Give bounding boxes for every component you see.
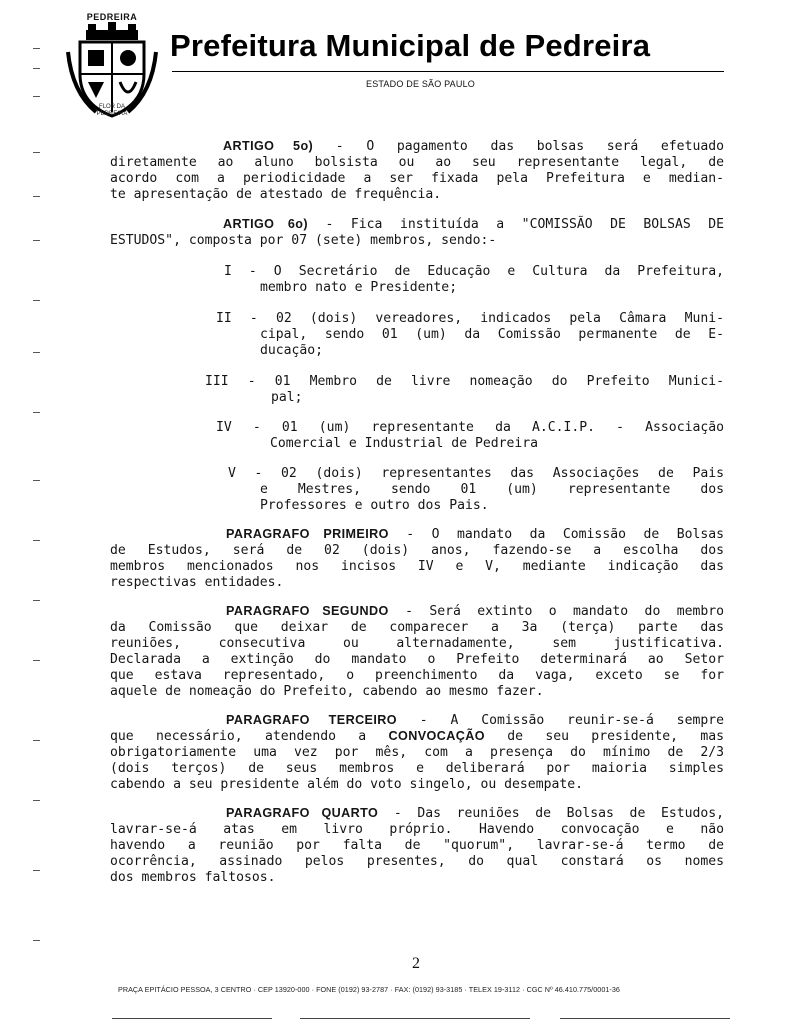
paragraph-2-line: Declarada a extinção do mandato o Prefeito determinará ao Setor (110, 652, 724, 667)
margin-mark (33, 96, 40, 97)
margin-mark (33, 68, 40, 69)
title-divider (172, 71, 724, 72)
inciso-v: Professores e outro dos Pais. (260, 498, 489, 513)
inciso-ii: cipal, sendo 01 (um) da Comissão permanente de E- (260, 327, 724, 342)
paragraph-3-line: cabendo a seu presidente além do voto singelo, ou desempate. (110, 777, 583, 792)
margin-mark (33, 412, 40, 413)
article-6-line: ARTIGO 6o) - Fica instituída a "COMISSÃO DE BOLSAS DE (223, 217, 724, 232)
margin-mark (33, 740, 40, 741)
page-title: Prefeitura Municipal de Pedreira (170, 28, 651, 63)
paragraph-1-line: de Estudos, será de 02 (dois) anos, fazendo-se a escolha dos (110, 543, 724, 558)
paragraph-2-line: que estava representado, o preenchimento da vaga, exceto se for (110, 668, 724, 683)
article-6-line: ESTUDOS", composta por 07 (sete) membros, sendo:- (110, 233, 497, 248)
inciso-ii: II - 02 (dois) vereadores, indicados pela Câmara Muni- (216, 311, 724, 326)
margin-mark (33, 240, 40, 241)
paragraph-4-line: PARAGRAFO QUARTO - Das reuniões de Bolsas de Estudos, (226, 806, 725, 821)
margin-mark (33, 352, 40, 353)
margin-mark (33, 196, 40, 197)
inciso-iv: Comercial e Industrial de Pedreira (270, 436, 539, 451)
inciso-iii: III - 01 Membro de livre nomeação do Prefeito Munici- (205, 374, 724, 389)
footer-address: PRAÇA EPITÁCIO PESSOA, 3 CENTRO · CEP 13920-000 · FONE (0192) 93-2787 · FAX: (0192) 93-3185 · TELEX 19-3112 · CGC Nº 46.410.775/0001-36 (118, 985, 620, 994)
margin-mark (33, 940, 40, 941)
paragraph-3-line: que necessário, atendendo a CONVOCAÇÃO de seu presidente, mas (110, 729, 724, 744)
paragraph-4-line: dos membros faltosos. (110, 870, 276, 885)
bottom-rule (112, 1018, 272, 1019)
paragraph-1-line: PARAGRAFO PRIMEIRO - O mandato da Comissão de Bolsas (226, 527, 724, 542)
margin-mark (33, 800, 40, 801)
inciso-iv: IV - 01 (um) representante da A.C.I.P. - Associação (216, 420, 724, 435)
article-5-line: ARTIGO 5o) - O pagamento das bolsas será efetuado (223, 139, 724, 154)
margin-mark (33, 300, 40, 301)
bottom-rule (300, 1018, 530, 1019)
crest-motto: FLOR DA PEDREIRA (96, 104, 128, 117)
inciso-ii: ducação; (260, 343, 324, 358)
margin-mark (33, 660, 40, 661)
inciso-i: membro nato e Presidente; (260, 280, 458, 295)
paragraph-1-line: membros mencionados nos incisos IV e V, mediante indicação das (110, 559, 724, 574)
crest-name: PEDREIRA (86, 12, 138, 22)
paragraph-1-line: respectivas entidades. (110, 575, 284, 590)
inciso-v: e Mestres, sendo 01 (um) representante dos (260, 482, 724, 497)
paragraph-2-line: PARAGRAFO SEGUNDO - Será extinto o mandato do membro (226, 604, 724, 619)
margin-mark (33, 600, 40, 601)
paragraph-2-line: da Comissão que deixar de comparecer a 3a (terça) parte das (110, 620, 724, 635)
paragraph-3-line: obrigatoriamente uma vez por mês, com a presença do mínimo de 2/3 (110, 745, 724, 760)
page-number: 2 (412, 955, 420, 972)
paragraph-2-line: aquele de nomeação do Prefeito, cabendo ao mesmo fazer. (110, 684, 544, 699)
margin-mark (33, 540, 40, 541)
margin-mark (33, 48, 40, 49)
paragraph-2-line: reuniões, consecutiva ou alternadamente, sem justificativa. (110, 636, 724, 651)
article-5-line: acordo com a periodicidade a ser fixada pela Prefeitura e median- (110, 171, 724, 186)
page-subtitle: ESTADO DE SÃO PAULO (366, 79, 475, 89)
margin-mark (33, 480, 40, 481)
paragraph-4-line: ocorrência, assinado pelos presentes, do qual constará os nomes (110, 854, 724, 869)
article-5-line: diretamente ao aluno bolsista ou ao seu representante legal, de (110, 155, 724, 170)
paragraph-4-line: havendo a reunião por falta de "quorum", lavrar-se-á termo de (110, 838, 724, 853)
inciso-iii: pal; (271, 390, 303, 405)
inciso-v: V - 02 (dois) representantes das Associações de Pais (228, 466, 724, 481)
paragraph-3-line: (dois terços) de seus membros e deliberará por maioria simples (110, 761, 724, 776)
margin-mark (33, 870, 40, 871)
paragraph-3-line: PARAGRAFO TERCEIRO - A Comissão reunir-se-á sempre (226, 713, 724, 728)
article-5-line: te apresentação de atestado de frequência. (110, 187, 442, 202)
inciso-i: I - O Secretário de Educação e Cultura da Prefeitura, (224, 264, 724, 279)
bottom-rule (560, 1018, 730, 1019)
margin-mark (33, 152, 40, 153)
paragraph-4-line: lavrar-se-á atas em livro próprio. Havendo convocação e não (110, 822, 724, 837)
